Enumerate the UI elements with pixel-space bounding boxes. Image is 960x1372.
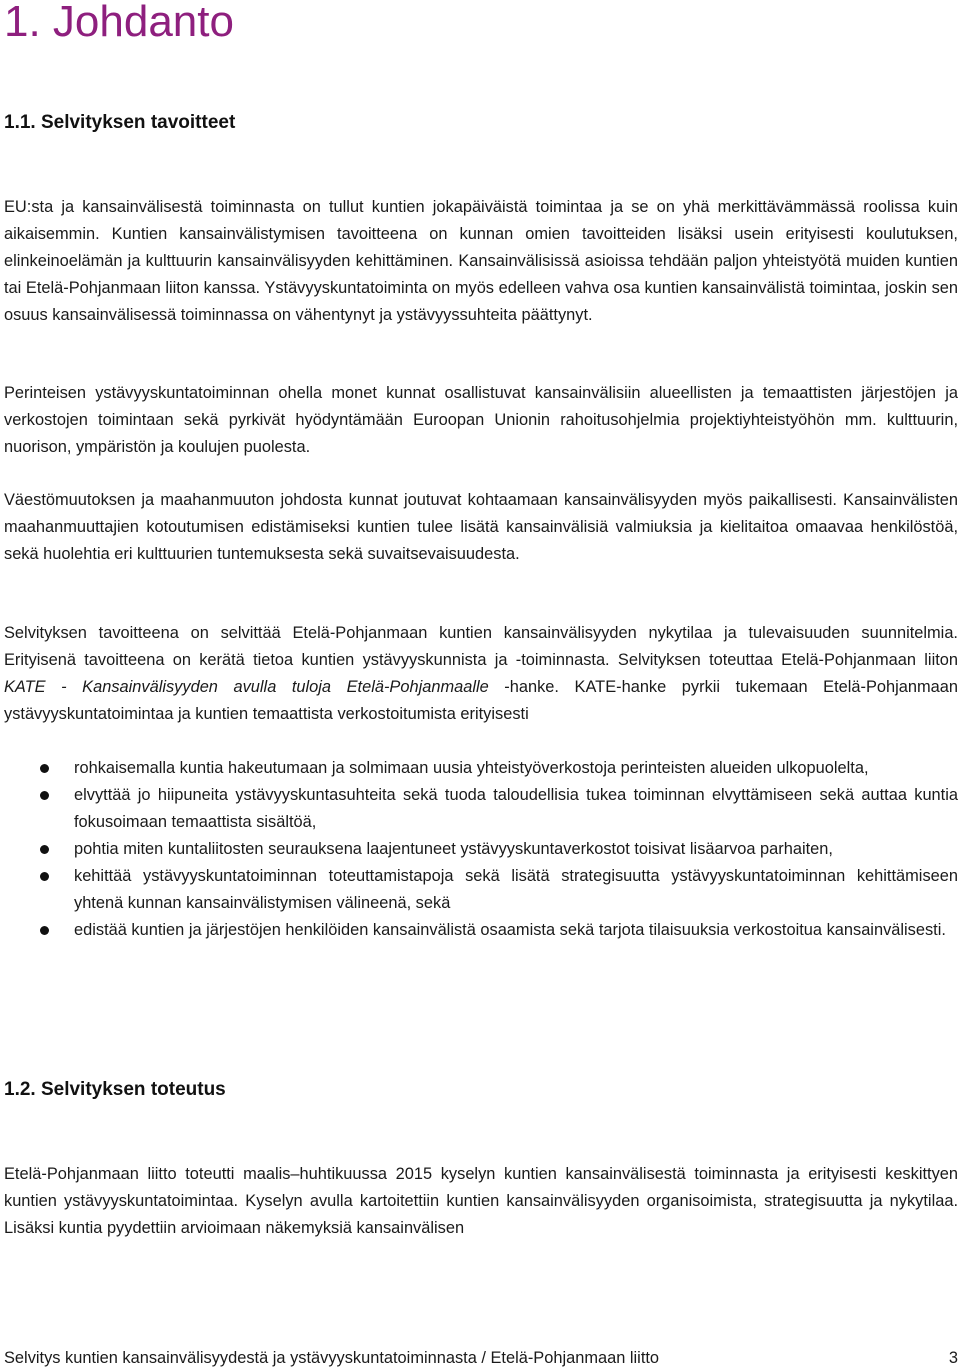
bullet-icon [40,764,49,773]
page-footer-title: Selvitys kuntien kansainvälisyydestä ja ystävyyskuntatoiminnasta / Etelä-Pohjanmaan liitto [4,1349,660,1367]
list-item [4,782,958,836]
paragraph-implementation: Etelä-Pohjanmaan liitto toteutti maalis–huhtikuussa 2015 kyselyn kuntien kansainvälisestä toiminnasta ja erityisesti keskittyen kuntien ystävyyskuntatoimintaa. Kyselyn avulla kartoitettiin kuntien kansainvälisyyden organisoimista, strategisuutta ja nykytilaa. Lisäksi kuntia pyydettiin arvioimaan näkemyksiä kansainvälisen [4,1165,958,1237]
objectives-list [4,755,958,944]
list-item [4,836,958,863]
section-heading-1-1: 1.1. Selvityksen tavoitteet [4,112,236,133]
chapter-title: 1. Johdanto [4,0,234,46]
list-item-text: kehittää ystävyyskuntatoiminnan toteuttamistapoja sekä lisätä strategisuutta ystävyyskuntatoiminnan kehittämiseen yhtenä kunnan kansainvälistymisen välineenä, sekä [74,867,958,912]
list-item-text: pohtia miten kuntaliitosten seurauksena laajentuneet ystävyyskuntaverkostot toisivat lisäarvoa parhaiten, [74,840,833,858]
page-number: 3 [948,1349,958,1367]
paragraph-intro: EU:sta ja kansainvälisestä toiminnasta on tullut kuntien jokapäiväistä toimintaa ja se on yhä merkittävämmässä roolissa kuin aikaisemmin. Kuntien kansainvälistymisen tavoitteena on kunnan omien tavoitteiden lisäksi usein erityisesti koulutuksen, elinkeinoelämän ja kulttuurin kansainvälisyyden kehittäminen. Kansainvälisissä asioissa tehdään paljon yhteistyötä muiden kuntien tai Etelä-Pohjanmaan liiton kanssa. Ystävyyskuntatoiminta on myös edelleen vahva osa kuntien kansainvälistä toimintaa, joskin sen osuus kansainvälisessä toiminnassa on vähentynyt ja ystävyyssuhteita päättynyt. [4,198,958,324]
list-item-text: elvyttää jo hiipuneita ystävyyskuntasuhteita sekä tuoda taloudellisia tukea toiminnan elvyttämiseen sekä auttaa kuntia fokusoimaan temaattista sisältöä, [74,786,958,831]
paragraph-immigration: Väestömuutoksen ja maahanmuuton johdosta kunnat joutuvat kohtaamaan kansainvälisyyden myös paikallisesti. Kansainvälisten maahanmuuttajien kotoutumisen edistämiseksi kuntien tulee lisätä kansainvälisiä valmiuksia ja kielitaitoa omaavaa henkilöstöä, sekä huolehtia eri kulttuurien tuntemuksesta sekä suvaitsevaisuudesta. [4,491,958,563]
bullet-icon [40,845,49,854]
paragraph-objectives [4,620,958,728]
list-item [4,863,958,917]
objectives-text-start: Selvityksen tavoitteena on selvittää Etelä-Pohjanmaan kuntien kansainvälisyyden nykytilaa ja tulevaisuuden suunnitelmia. Erityisenä tavoitteena on kerätä tietoa kuntien ystävyyskunnista ja -toiminnasta. Selvityksen toteuttaa Etelä-Pohjanmaan liiton [4,624,958,669]
list-item [4,917,958,944]
bullet-icon [40,872,49,881]
list-item-text: rohkaisemalla kuntia hakeutumaan ja solmimaan uusia yhteistyöverkostoja perinteisten alueiden ulkopuolelta, [74,759,869,777]
bullet-icon [40,791,49,800]
objectives-text-end: -hanke. KATE-hanke pyrkii tukemaan Etelä-Pohjanmaan ystävyyskuntatoimintaa ja kuntien temaattista verkostoitumista erityisesti [4,678,958,723]
project-name: KATE - Kansainvälisyyden avulla tuloja Etelä-Pohjanmaalle [4,678,489,696]
section-heading-1-2: 1.2. Selvityksen toteutus [4,1079,226,1100]
paragraph-networks: Perinteisen ystävyyskuntatoiminnan ohella monet kunnat osallistuvat kansainvälisiin alueellisten ja temaattisten järjestöjen ja verkostojen toimintaan sekä pyrkivät hyödyntämään Euroopan Unionin rahoitusohjelmia projektiyhteistyöhön mm. kulttuurin, nuorison, ympäristön ja koulujen puolesta. [4,384,958,456]
bullet-icon [40,926,49,935]
list-item-text: edistää kuntien ja järjestöjen henkilöiden kansainvälistä osaamista sekä tarjota tilaisuuksia verkostoitua kansainvälisesti. [74,921,946,939]
list-item [4,755,958,782]
